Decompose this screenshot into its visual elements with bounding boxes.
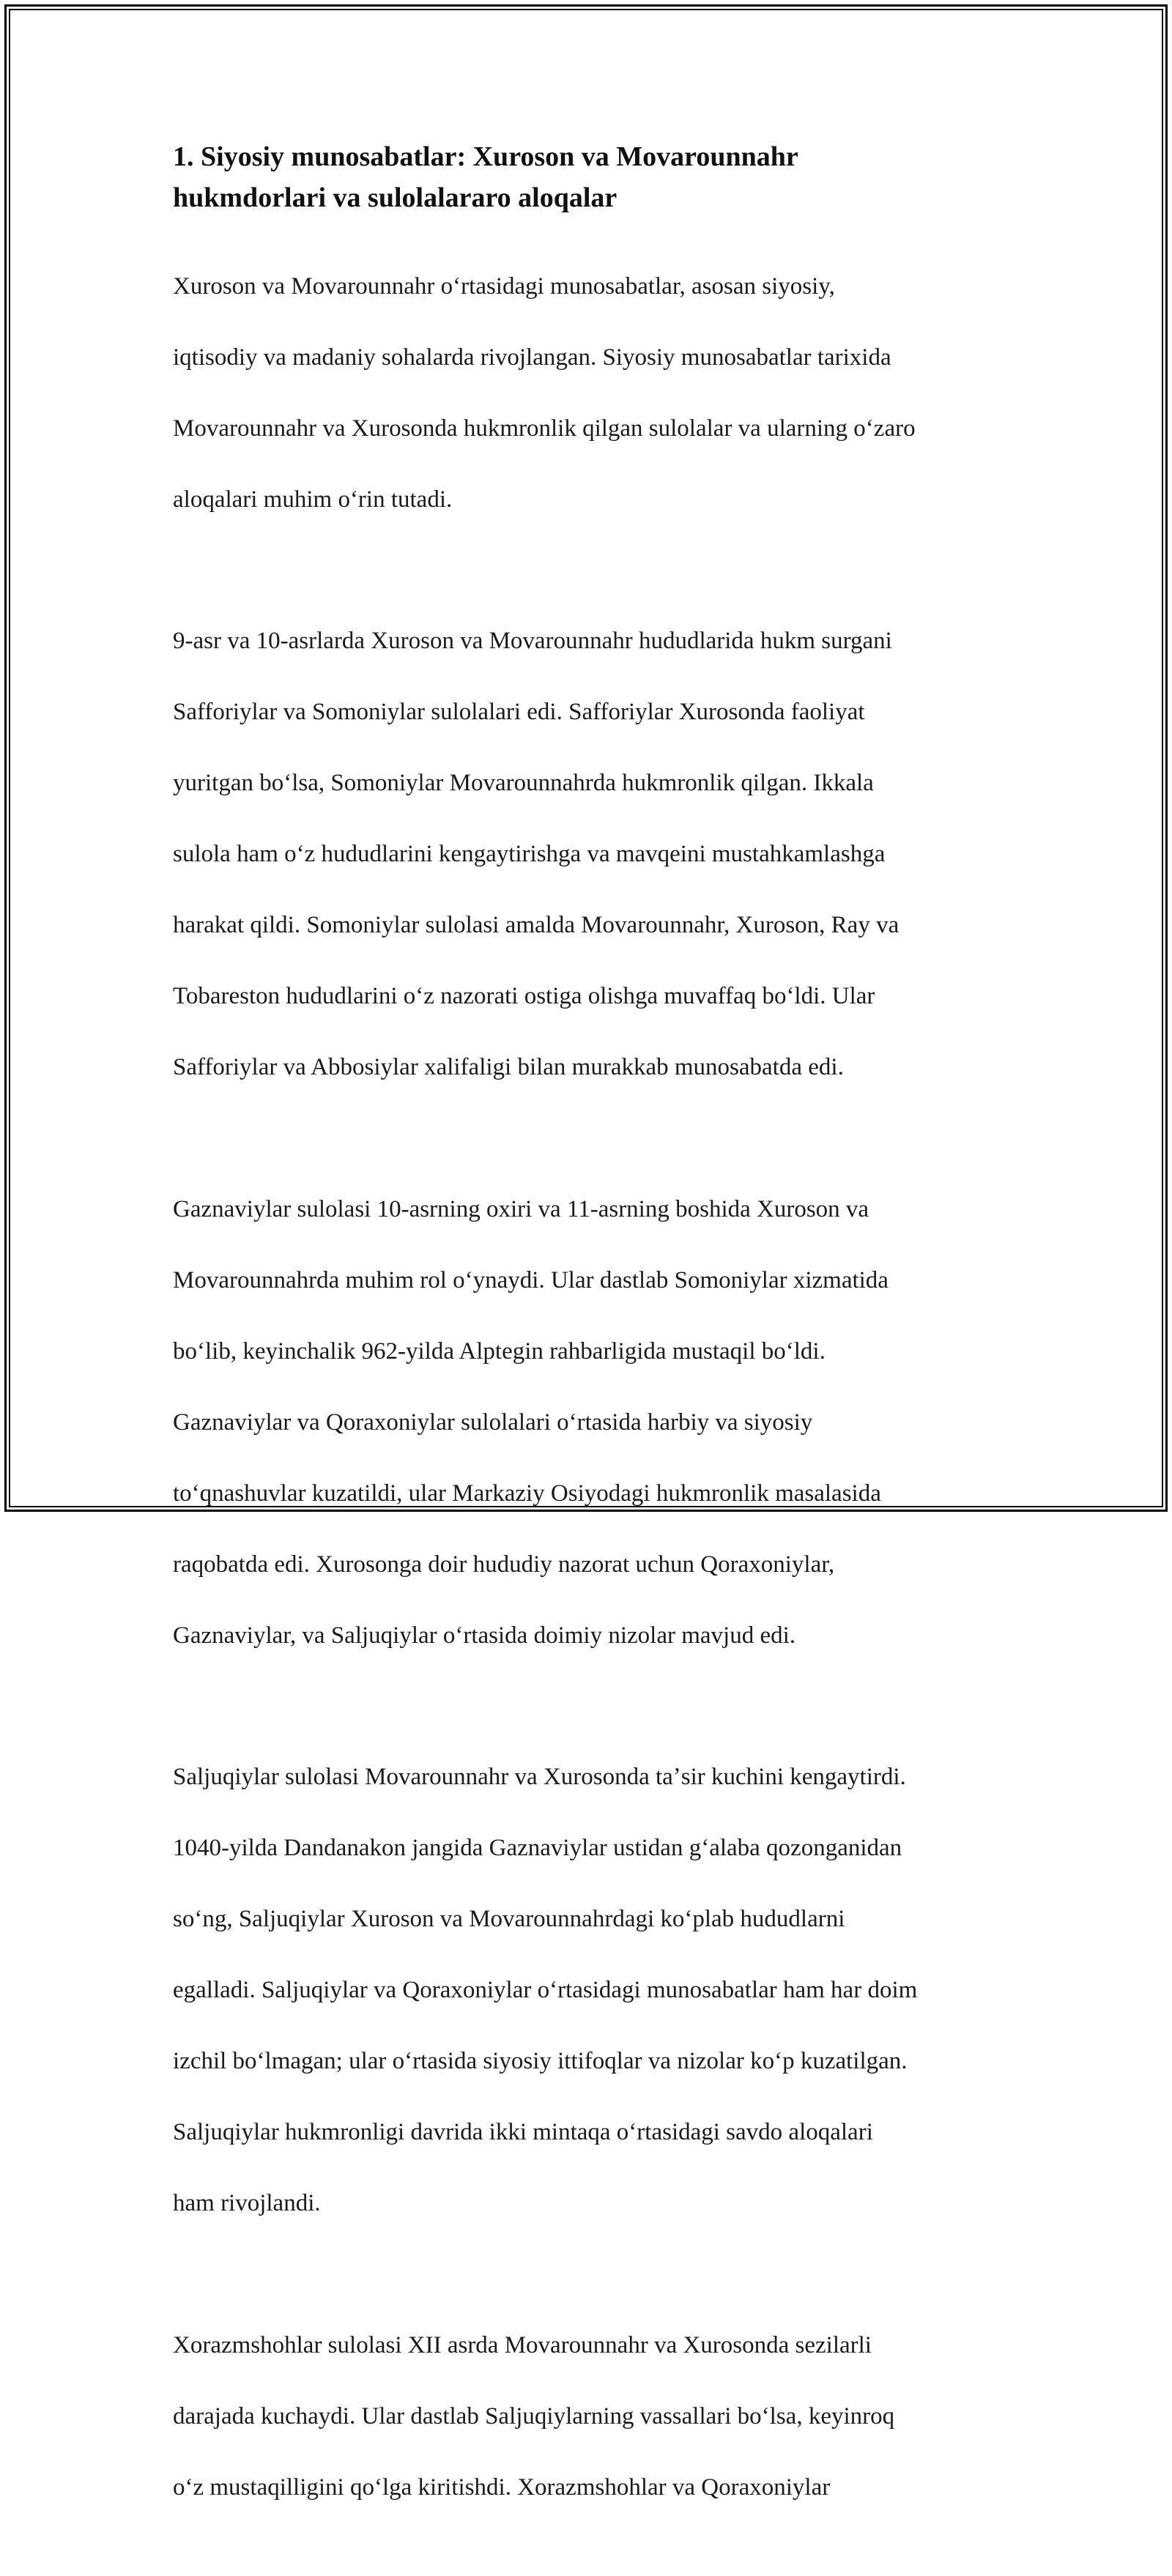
text-line: Xorazmshohlar sulolasi XII asrda Movarounnahr va Xurosonda sezilarli	[173, 2331, 872, 2358]
text-line: ham rivojlandi.	[173, 2190, 321, 2216]
text-line: 1040-yilda Dandanakon jangida Gaznaviylar ustidan gʻalaba qozonganidan	[173, 1835, 902, 1861]
text-line: harakat qildi. Somoniylar sulolasi amalda Movarounnahr, Xuroson, Ray va	[173, 912, 900, 938]
text-line: Gaznaviylar sulolasi 10-asrning oxiri va 11-asrning boshida Xuroson va	[173, 1195, 869, 1222]
text-line: aloqalari muhim oʻrin tutadi.	[173, 486, 453, 513]
paragraph-1	[173, 233, 1015, 553]
text-line: Safforiylar va Abbosiylar xalifaligi bilan murakkab munosabatda edi.	[173, 1054, 844, 1080]
paragraph-4	[173, 1724, 1015, 2257]
text-line: Saljuqiylar hukmronligi davrida ikki mintaqa oʻrtasidagi savdo aloqalari	[173, 2119, 873, 2145]
text-line: oʻz mustaqilligini qoʻlga kiritishdi. Xorazmshohlar va Qoraxoniylar	[173, 2473, 831, 2501]
text-line: Xuroson va Movarounnahr oʻrtasidagi munosabatlar, asosan siyosiy,	[173, 272, 835, 300]
text-line: Movarounnahrda muhim rol oʻynaydi. Ular dastlab Somoniylar xizmatida	[173, 1266, 889, 1293]
text-line: iqtisodiy va madaniy sohalarda rivojlangan. Siyosiy munosabatlar tarixida	[173, 344, 891, 371]
text-line: Gaznaviylar, va Saljuqiylar oʻrtasida doimiy nizolar mavjud edi.	[173, 1622, 796, 1649]
text-line: egalladi. Saljuqiylar va Qoraxoniylar oʻrtasidagi munosabatlar ham har doim	[173, 1977, 918, 2003]
text-line: darajada kuchaydi. Ular dastlab Saljuqiylarning vassallari boʻlsa, keyinroq	[173, 2402, 895, 2430]
text-line: soʻng, Saljuqiylar Xuroson va Movarounnahrdagi koʻplab hududlarni	[173, 1906, 845, 1932]
text-line: Tobareston hududlarini oʻz nazorati ostiga olishga muvaffaq boʻldi. Ular	[173, 983, 875, 1009]
text-line: Safforiylar va Somoniylar sulolalari edi. Safforiylar Xurosonda faoliyat	[173, 699, 865, 725]
text-line: boʻlib, keyinchalik 962-yilda Alptegin rahbarligida mustaqil boʻldi.	[173, 1337, 826, 1365]
text-line: izchil boʻlmagan; ular oʻrtasida siyosiy ittifoqlar va nizolar koʻp kuzatilgan.	[173, 2048, 908, 2074]
section-heading	[173, 136, 1015, 218]
text-line: Saljuqiylar sulolasi Movarounnahr va Xurosonda taʼsir kuchini kengaytirdi.	[173, 1764, 906, 1790]
text-line: Movarounnahr va Xurosonda hukmronlik qilgan sulolalar va ularning oʻzaro	[173, 415, 916, 442]
text-line: yuritgan boʻlsa, Somoniylar Movarounnahrda hukmronlik qilgan. Ikkala	[173, 770, 874, 796]
heading-line: hukmdorlari va sulolalararo aloqalar	[173, 182, 617, 213]
text-line: toʻqnashuvlar kuzatildi, ular Markaziy Osiyodagi hukmronlik masalasida	[173, 1480, 881, 1507]
document-page	[173, 136, 1015, 2576]
heading-line: 1. Siyosiy munosabatlar: Xuroson va Movarounnahr	[173, 141, 798, 172]
text-line: 9-asr va 10-asrlarda Xuroson va Movarounnahr hududlarida hukm surgani	[173, 628, 892, 654]
text-line: sulola ham oʻz hududlarini kengaytirishga va mavqeini mustahkamlashga	[173, 841, 886, 867]
paragraph-5	[173, 2292, 1015, 2541]
paragraph-3	[173, 1156, 1015, 1689]
paragraph-2	[173, 588, 1015, 1121]
text-line: Gaznaviylar va Qoraxoniylar sulolalari oʻrtasida harbiy va siyosiy	[173, 1408, 813, 1436]
text-line: raqobatda edi. Xurosonga doir hududiy nazorat uchun Qoraxoniylar,	[173, 1551, 835, 1578]
